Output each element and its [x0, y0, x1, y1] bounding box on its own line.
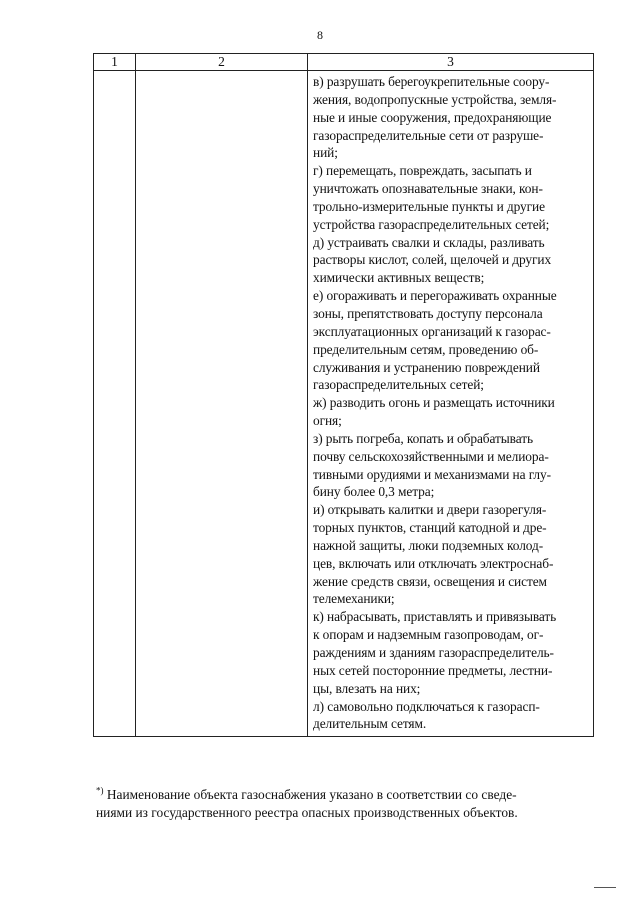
text-line: е) огораживать и перегораживать охранные [313, 288, 557, 304]
text-line: з) рыть погреба, копать и обрабатывать [313, 430, 533, 446]
text-line: почву сельскохозяйственными и мелиора- [313, 448, 549, 464]
text-line: и) открывать калитки и двери газорегуля- [313, 502, 547, 518]
text-line: торных пунктов, станций катодной и дре- [313, 520, 547, 536]
text-line: зоны, препятствовать доступу персонала [313, 305, 543, 321]
text-line: цев, включать или отключать электроснаб- [313, 555, 554, 571]
text-line: нажной защиты, люки подземных колод- [313, 537, 544, 553]
text-line: ний; [313, 145, 338, 161]
text-line: химически активных веществ; [313, 270, 485, 286]
text-line: газораспределительных сетей; [313, 377, 484, 393]
column-header-1: 1 [94, 54, 136, 71]
text-line: к) набрасывать, приставлять и привязывать [313, 609, 557, 625]
page-number: 8 [317, 28, 323, 42]
text-line: ж) разводить огонь и размещать источники [313, 395, 555, 411]
text-line: трольно-измерительные пункты и другие [313, 198, 545, 214]
table-row [94, 71, 594, 737]
text-line: уничтожать опознавательные знаки, кон- [313, 181, 543, 197]
text-line: служивания и устранению повреждений [313, 359, 540, 375]
text-line: телемеханики; [313, 591, 395, 607]
text-line: ные и иные сооружения, предохраняющие [313, 109, 552, 125]
text-line: жение средств связи, освещения и систем [313, 573, 547, 589]
text-line: газораспределительные сети от разруше- [313, 127, 544, 143]
text-line: г) перемещать, повреждать, засыпать и [313, 163, 532, 179]
text-line: ных сетей посторонние предметы, лестни- [313, 662, 553, 678]
text-line: тивными орудиями и механизмами на глу- [313, 466, 551, 482]
footnote-line-1: Наименование объекта газоснабжения указано в соответствии со сведе- [106, 787, 517, 802]
text-line: д) устраивать свалки и склады, разливать [313, 234, 545, 250]
table-header-row [94, 54, 594, 71]
text-line: пределительным сетям, проведению об- [313, 341, 539, 357]
text-line: делительным сетям. [313, 716, 427, 732]
text-line: раждениям и зданиям газораспределитель- [313, 645, 554, 660]
table-cell-col3 [308, 71, 594, 737]
text-line: жения, водопропускные устройства, земля- [313, 91, 557, 107]
table-cell-col2 [136, 71, 308, 737]
text-line: к опорам и надземным газопроводам, ог- [313, 627, 544, 643]
text-line: устройства газораспределительных сетей; [313, 216, 550, 232]
column-header-2: 2 [136, 54, 308, 71]
footnote [96, 786, 596, 822]
footnote-line-2: ниями из государственного реестра опасных производственных объектов. [96, 805, 518, 820]
column-header-3: 3 [308, 54, 594, 71]
text-line: л) самовольно подключаться к газорасп- [313, 698, 540, 714]
restrictions-table [93, 53, 594, 737]
footnote-marker: *) [96, 785, 104, 796]
text-line: бину более 0,3 метра; [313, 484, 435, 500]
text-line: цы, влезать на них; [313, 680, 421, 696]
scan-mark [594, 887, 616, 888]
text-line: эксплуатационных организаций к газорас- [313, 323, 551, 339]
text-line: огня; [313, 413, 342, 429]
table-cell-col1 [94, 71, 136, 737]
text-line: растворы кислот, солей, щелочей и других [313, 252, 552, 268]
text-line: в) разрушать берегоукрепительные соору- [313, 74, 550, 89]
prohibitions-text [308, 71, 593, 736]
